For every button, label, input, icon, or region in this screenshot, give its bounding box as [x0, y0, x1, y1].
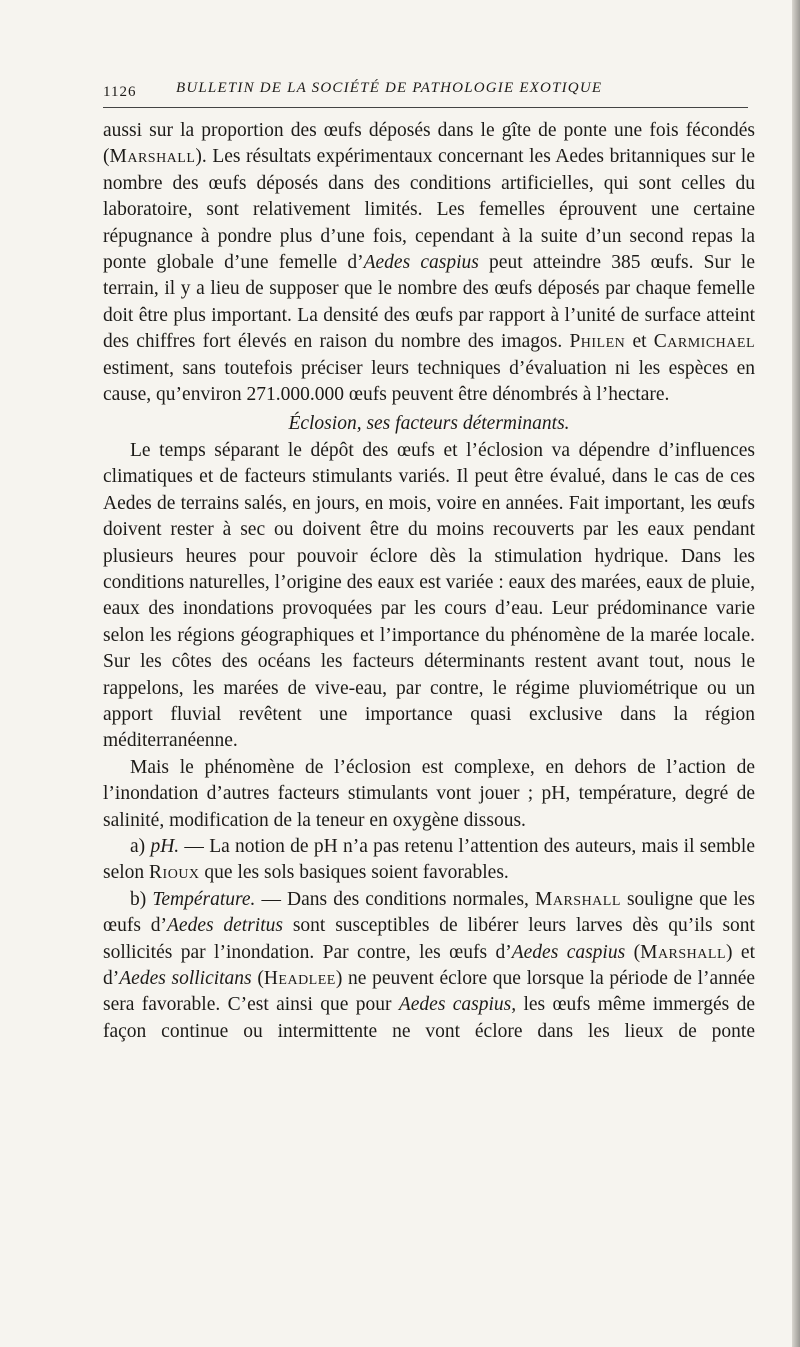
author-name: Philen: [569, 331, 626, 353]
text-span: souligne que les œufs d’: [103, 888, 755, 937]
text-span: — La notion de pH n’a pas retenu l’attention des auteurs, mais il semble selon: [103, 835, 755, 884]
author-name: Headlee: [263, 968, 336, 989]
text-span: — Dans des conditions normales,: [255, 888, 535, 910]
species-name: Aedes caspius: [511, 941, 626, 963]
author-name: Marshall: [640, 941, 727, 963]
text-span: (: [625, 941, 641, 963]
text-span: ) et d’: [103, 941, 755, 989]
paragraph-temperature: [103, 887, 755, 1045]
section-heading: Éclosion, ses facteurs déterminants.: [288, 413, 570, 435]
text-span: (: [251, 968, 264, 989]
text-span: que les sols basiques soient favorables.: [199, 862, 509, 884]
page-edge-shadow: [792, 0, 800, 1347]
article-body: [103, 118, 755, 1045]
text-span: ) ne peuvent éclore que lorsque la période de l’année sera favorable. C’est ainsi que pour: [103, 968, 756, 1016]
header-rule: [103, 107, 748, 108]
subsection-term: pH.: [150, 835, 180, 857]
species-name: Aedes sollicitans: [119, 968, 252, 989]
species-name: Aedes caspius,: [398, 994, 517, 1016]
paragraph-hatching-factors: Mais le phénomène de l’éclosion est complexe, en dehors de l’action de l’inondation d’autres facteurs stimulants vont jouer ; pH, température, degré de salinité, modification de la teneur en oxygène dissous.: [103, 756, 755, 831]
subsection-term: Température.: [152, 888, 256, 910]
species-name: Aedes detritus: [167, 915, 283, 937]
paragraph-egg-count: [103, 118, 755, 408]
list-label: b): [130, 888, 153, 910]
author-name: Rioux: [149, 862, 200, 884]
text-span: aussi sur la proportion des œufs déposés dans le gîte de ponte une fois fécondés (: [103, 120, 755, 168]
paragraph-ph: [103, 834, 755, 887]
page-header: [103, 80, 748, 106]
text-span: ). Les résultats expérimentaux concernant les Aedes britanniques sur le nombre des œufs déposés dans des conditions artificielles, qui sont celles du laboratoire, sont relativement limités. Les femelles éprouvent une certaine répugnance à pondre plus d’une fois, cependant à la suite d’un second repas la ponte globale d’une femelle d’: [103, 146, 755, 274]
text-span: estiment, sans toutefois préciser leurs techniques d’évaluation ni les espèces en cause, qu’environ 271.000.000 œufs peuvent être dénombrés à l’hectare.: [103, 357, 755, 406]
text-span: et: [625, 331, 654, 353]
species-name: Aedes caspius: [363, 252, 479, 274]
text-span: sont susceptibles de libérer leurs larves dès qu’ils sont sollicités par l’inondation. Par contre, les œufs d’: [103, 915, 755, 963]
author-name: Marshall: [109, 146, 196, 168]
author-name: Marshall: [535, 888, 621, 910]
running-title: BULLETIN DE LA SOCIÉTÉ DE PATHOLOGIE EXOTIQUE: [176, 80, 603, 96]
page-number: 1126: [103, 84, 137, 100]
text-span: les œufs même immergés de façon continue ou intermittente ne vont éclore dans les lieux de ponte: [103, 994, 756, 1042]
list-label: a): [130, 835, 151, 857]
paragraph-hatching-time: Le temps séparant le dépôt des œufs et l’éclosion va dépendre d’influences climatiques et de facteurs stimulants variés. Il peut être évalué, dans le cas de ces Aedes de terrains salés, en jours, en mois, voire en années. Fait important, les œufs doivent rester à sec ou doivent être du moins recouverts par les eaux pendant plusieurs heures pour pouvoir éclore dès la stimulation hydrique. Dans les conditions naturelles, l’origine des eaux est variée : eaux des marées, eaux de pluie, eaux des inondations provoquées par les cours d’eau. Leur prédominance varie selon les régions géographiques et l’importance du phénomène de la marée locale. Sur les côtes des océans les facteurs déterminants restent avant tout, nous le rappelons, les marées de vive-eau, par contre, le régime pluviométrique ou un apport fluvial revêtent une importance quasi exclusive dans la région méditerranéenne.: [103, 439, 755, 752]
text-span: peut atteindre 385 œufs. Sur le terrain, il y a lieu de supposer que le nombre des œufs déposés par chaque femelle doit être plus important. La densité des œufs par rapport à l’unité de surface atteint des chiffres fort élevés en raison du nombre des imagos.: [103, 252, 755, 353]
author-name: Carmichael: [653, 331, 755, 353]
